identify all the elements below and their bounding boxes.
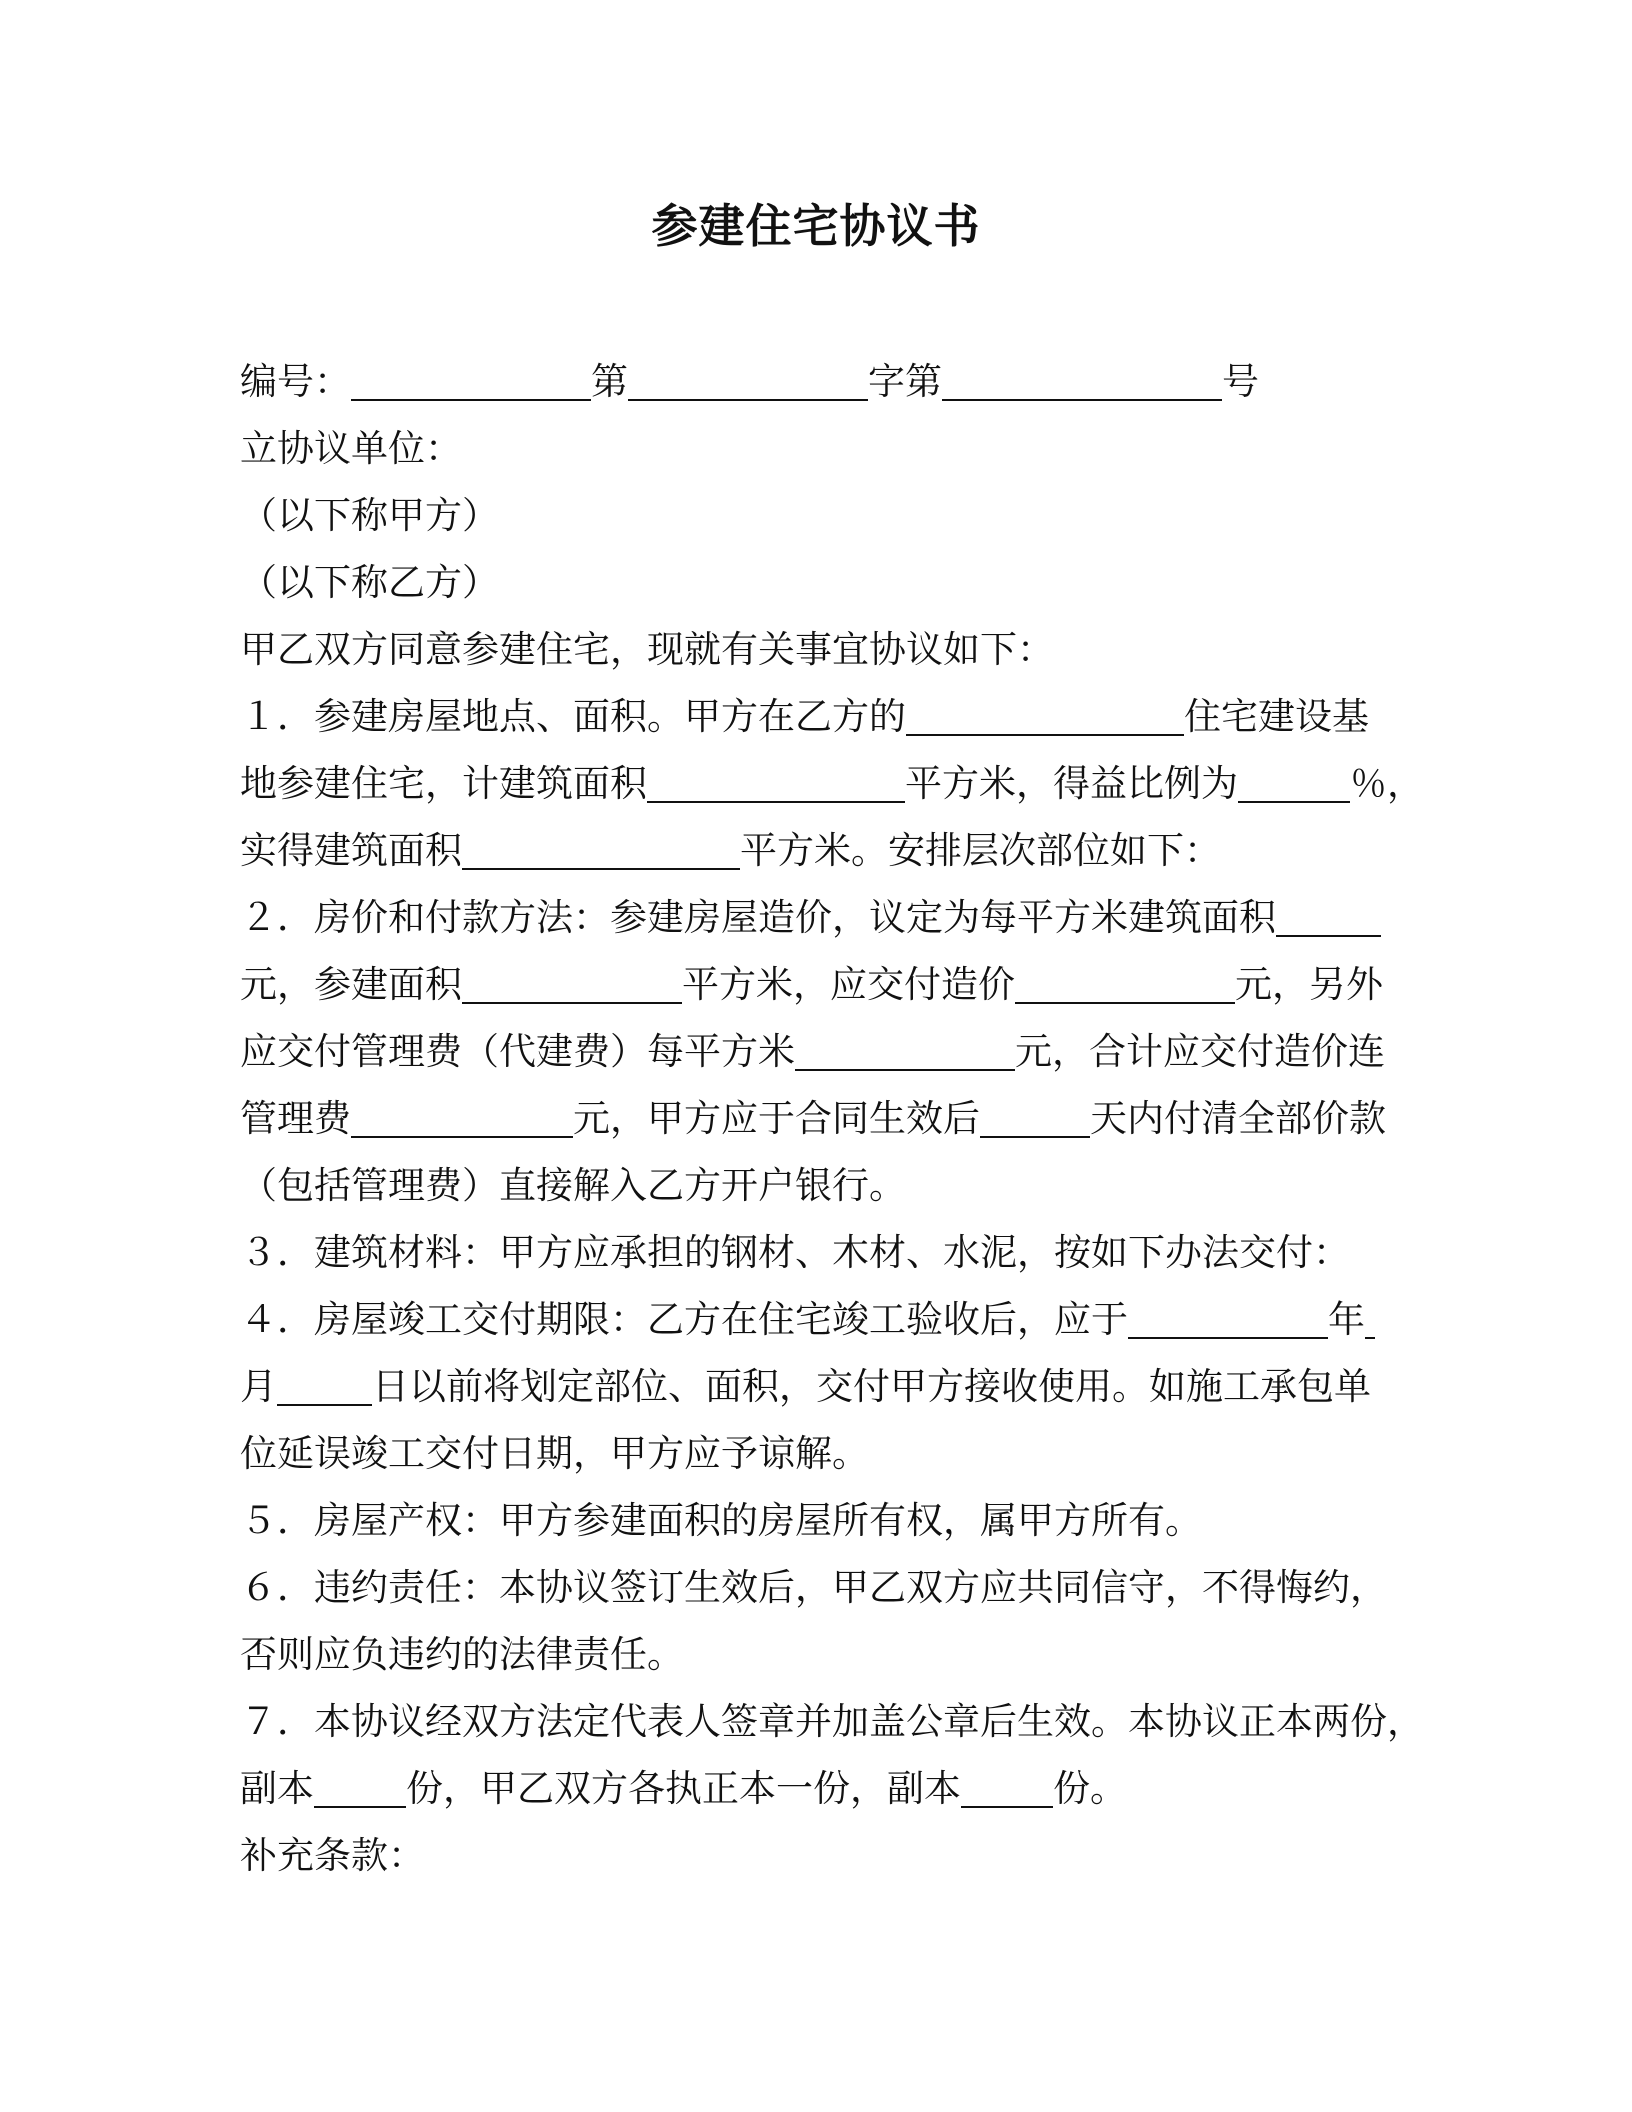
fill-in-blank[interactable] xyxy=(351,399,591,401)
line-text: 元，另外 xyxy=(1235,963,1383,1006)
document-body xyxy=(240,344,1424,1885)
line-text: ３．建筑材料：甲方应承担的钢材、木材、水泥，按如下办法交付： xyxy=(240,1231,1350,1274)
line-text: 副本 xyxy=(240,1767,314,1810)
text-line xyxy=(240,545,1390,612)
line-text: 元，甲方应于合同生效后 xyxy=(573,1097,980,1140)
fill-in-blank[interactable] xyxy=(942,399,1222,401)
fill-in-blank[interactable] xyxy=(961,1806,1053,1808)
text-line xyxy=(240,1215,1390,1282)
line-text: 日以前将划定部位、面积，交付甲方接收使用。如施工承包单 xyxy=(372,1365,1371,1408)
text-line xyxy=(240,411,1390,478)
line-text: 地参建住宅，计建筑面积 xyxy=(240,762,647,805)
text-line xyxy=(240,1751,1390,1818)
line-text: 年 xyxy=(1328,1298,1365,1341)
line-text: 平方米，得益比例为 xyxy=(905,762,1238,805)
line-text: 元，合计应交付造价连 xyxy=(1015,1030,1385,1073)
text-line xyxy=(240,679,1390,746)
fill-in-blank[interactable] xyxy=(277,1404,372,1406)
line-text: 补充条款： xyxy=(240,1834,425,1877)
line-text: 天内付清全部价款 xyxy=(1090,1097,1386,1140)
text-line xyxy=(240,1617,1390,1684)
line-text: （包括管理费）直接解入乙方开户银行。 xyxy=(240,1164,906,1207)
text-line xyxy=(240,1349,1390,1416)
line-text: 应交付管理费（代建费）每平方米 xyxy=(240,1030,795,1073)
line-text: 份，甲乙双方各执正本一份，副本 xyxy=(406,1767,961,1810)
text-line xyxy=(240,612,1390,679)
line-text: 实得建筑面积 xyxy=(240,829,462,872)
line-text: 编号： xyxy=(240,360,351,403)
line-text: 号 xyxy=(1222,360,1259,403)
line-text: ７．本协议经双方法定代表人签章并加盖公章后生效。本协议正本两份， xyxy=(240,1700,1424,1743)
text-line xyxy=(240,1483,1390,1550)
fill-in-blank[interactable] xyxy=(795,1069,1015,1071)
line-text: 月 xyxy=(240,1365,277,1408)
fill-in-blank[interactable] xyxy=(314,1806,406,1808)
text-line xyxy=(240,1550,1390,1617)
text-line xyxy=(240,1684,1424,1751)
line-text: （以下称甲方） xyxy=(240,494,499,537)
fill-in-blank[interactable] xyxy=(628,399,868,401)
text-line xyxy=(240,813,1390,880)
text-line xyxy=(240,1282,1390,1349)
text-line xyxy=(240,1416,1390,1483)
text-line xyxy=(240,880,1390,947)
line-text: 管理费 xyxy=(240,1097,351,1140)
fill-in-blank[interactable] xyxy=(1128,1337,1328,1339)
text-line xyxy=(240,478,1390,545)
line-text: 立协议单位： xyxy=(240,427,462,470)
fill-in-blank[interactable] xyxy=(351,1136,573,1138)
text-line xyxy=(240,1014,1390,1081)
text-line xyxy=(240,344,1390,411)
fill-in-blank[interactable] xyxy=(1015,1002,1235,1004)
text-line xyxy=(240,1148,1390,1215)
line-text: 住宅建设基 xyxy=(1184,695,1369,738)
fill-in-blank[interactable] xyxy=(462,868,740,870)
line-text: 平方米，应交付造价 xyxy=(682,963,1015,1006)
line-text: 位延误竣工交付日期，甲方应予谅解。 xyxy=(240,1432,869,1475)
line-text: 甲乙双方同意参建住宅，现就有关事宜协议如下： xyxy=(240,628,1054,671)
line-text: （以下称乙方） xyxy=(240,561,499,604)
line-text: ６．违约责任：本协议签订生效后，甲乙双方应共同信守，不得悔约， xyxy=(240,1566,1387,1609)
fill-in-blank[interactable] xyxy=(462,1002,682,1004)
line-text: ％， xyxy=(1350,762,1424,805)
fill-in-blank[interactable] xyxy=(906,734,1184,736)
text-line xyxy=(240,947,1390,1014)
line-text: ４．房屋竣工交付期限：乙方在住宅竣工验收后，应于 xyxy=(240,1298,1128,1341)
line-text: 否则应负违约的法律责任。 xyxy=(240,1633,684,1676)
line-text: 元，参建面积 xyxy=(240,963,462,1006)
line-text: 份。 xyxy=(1053,1767,1127,1810)
text-line xyxy=(240,746,1424,813)
line-text: 平方米。安排层次部位如下： xyxy=(740,829,1221,872)
text-line xyxy=(240,1081,1390,1148)
line-text: ２．房价和付款方法：参建房屋造价，议定为每平方米建筑面积 xyxy=(240,896,1276,939)
document-title: 参建住宅协议书 xyxy=(651,199,981,253)
fill-in-blank[interactable] xyxy=(647,801,905,803)
fill-in-blank[interactable] xyxy=(1238,801,1350,803)
line-text: ５．房屋产权：甲方参建面积的房屋所有权，属甲方所有。 xyxy=(240,1499,1202,1542)
line-text: １．参建房屋地点、面积。甲方在乙方的 xyxy=(240,695,906,738)
fill-in-blank[interactable] xyxy=(980,1136,1090,1138)
line-text: 第 xyxy=(591,360,628,403)
fill-in-blank[interactable] xyxy=(1276,935,1381,937)
line-text: 字第 xyxy=(868,360,942,403)
text-line xyxy=(240,1818,1390,1885)
fill-in-blank[interactable] xyxy=(1365,1337,1375,1339)
